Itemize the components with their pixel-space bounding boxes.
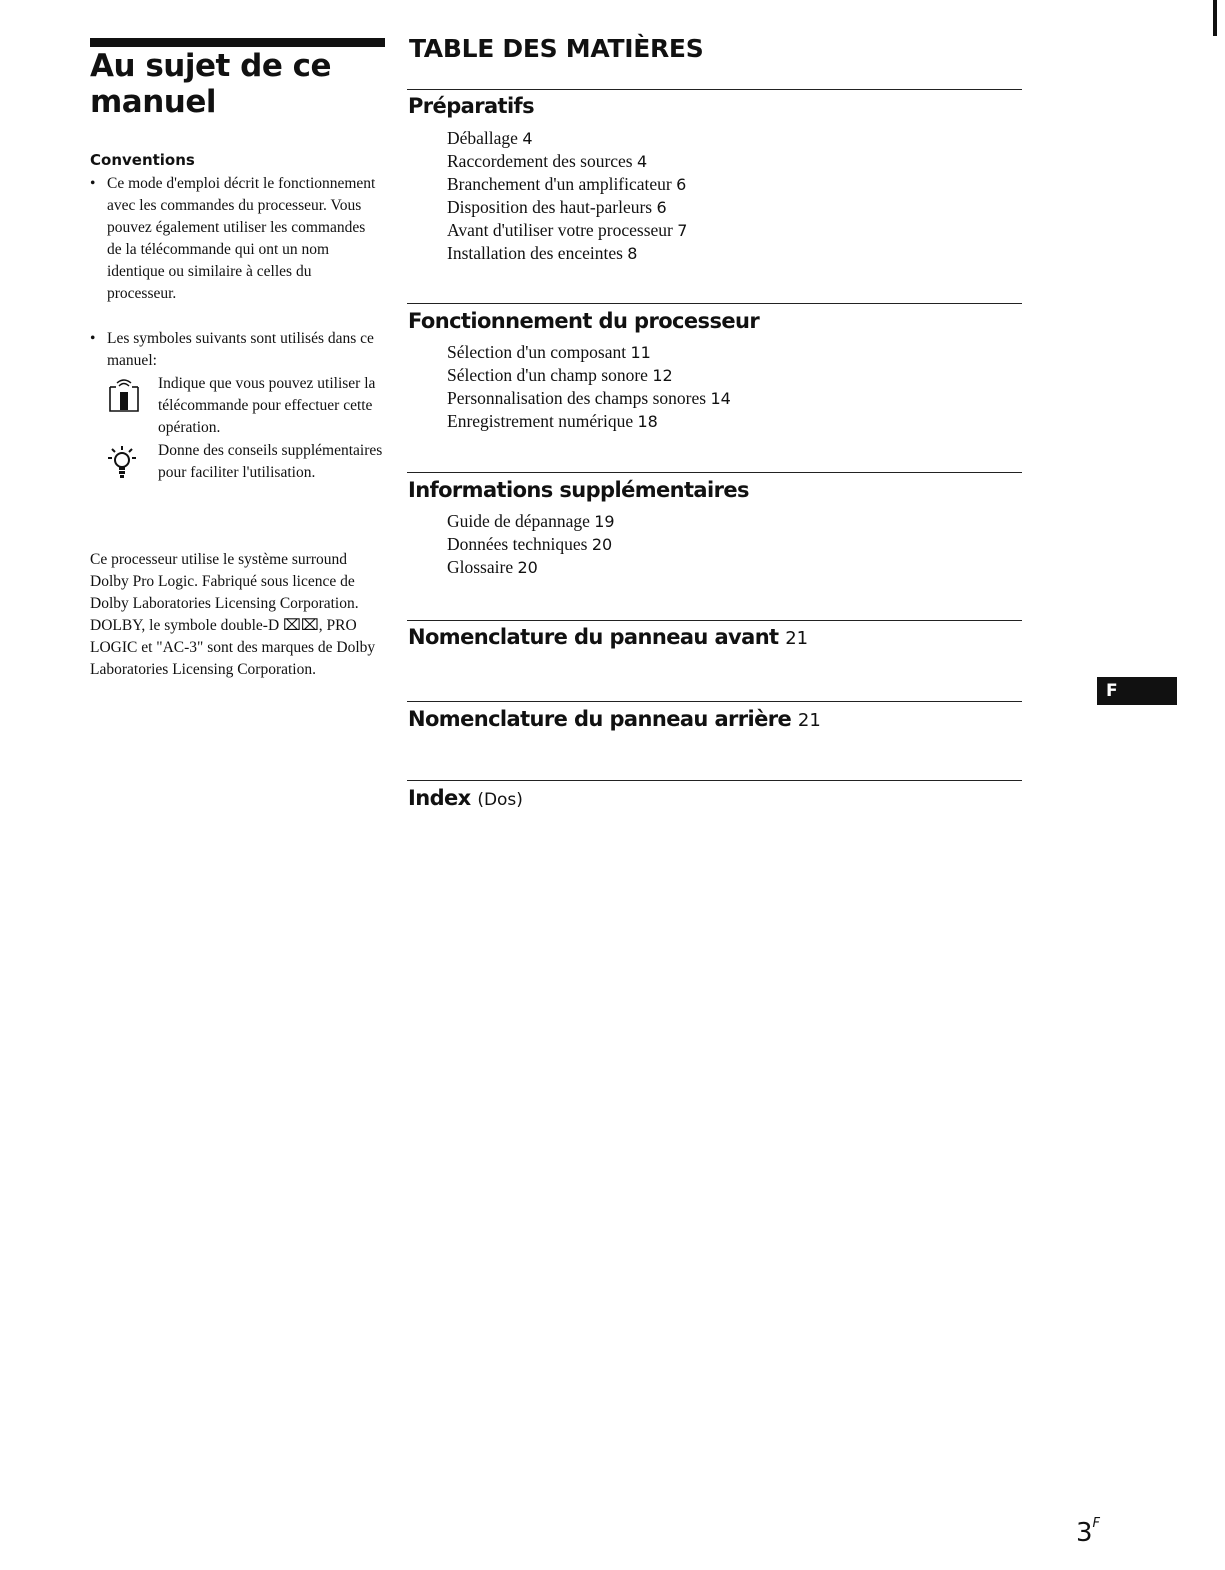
dolby-notice: Ce processeur utilise le système surround Dolby Pro Logic. Fabriqué sous licence de Dolby Laboratories Licensing Corporation. DOLBY, le symbole double-D ⌧⌧, PRO LOGIC et "AC-3" sont des marques de Dolby Laboratories Licensing Corporation. [90, 551, 376, 679]
toc-item-page: 4 [637, 152, 648, 172]
edge-marker [1213, 0, 1217, 36]
toc-section-title: Nomenclature du panneau arrière [408, 707, 792, 731]
toc-item-label: Glossaire [447, 557, 514, 578]
toc-item-page: 20 [517, 558, 538, 578]
toc-item[interactable] [447, 196, 687, 219]
section-title [90, 48, 380, 120]
toc-item-label: Branchement d'un amplificateur [447, 174, 672, 195]
toc-item[interactable] [447, 410, 731, 433]
toc-item-page: 14 [710, 389, 731, 409]
divider [407, 89, 1022, 90]
toc-list-fonctionnement [447, 341, 731, 433]
toc-item[interactable] [447, 364, 731, 387]
toc-item[interactable] [447, 127, 687, 150]
toc-item[interactable] [447, 150, 687, 173]
symbol-remote-text: Indique que vous pouvez utiliser la télécommande pour effectuer cette opération. [158, 375, 376, 437]
page-number-value: 3 [1076, 1518, 1093, 1548]
divider [407, 780, 1022, 781]
toc-item[interactable] [447, 387, 731, 410]
toc-section-title: Index [408, 786, 471, 810]
toc-item[interactable] [447, 173, 687, 196]
toc-item-page: 4 [522, 129, 533, 148]
toc-section-title: Nomenclature du panneau avant [408, 625, 779, 649]
conventions-heading: Conventions [90, 151, 195, 169]
toc-section-nomenclature-arriere[interactable] [408, 707, 821, 731]
lightbulb-icon [107, 444, 141, 480]
bullet-marker: • [90, 330, 96, 347]
toc-item[interactable] [447, 510, 615, 533]
page-number-suffix: F [1092, 1516, 1101, 1532]
bullet-text: Les symboles suivants sont utilisés dans ce manuel: [107, 330, 374, 370]
toc-item-label: Données techniques [447, 534, 588, 555]
toc-item[interactable] [447, 341, 731, 364]
toc-item-page: 6 [676, 175, 687, 195]
header-bar [90, 38, 385, 47]
divider [407, 701, 1022, 702]
toc-item-label: Guide de dépannage [447, 511, 590, 531]
toc-item-label: Raccordement des sources [447, 151, 633, 172]
toc-item-page: 12 [652, 366, 673, 386]
divider [407, 472, 1022, 473]
toc-item-label: Déballage [447, 128, 518, 148]
toc-section-page: (Dos) [477, 790, 523, 810]
toc-item[interactable] [447, 533, 615, 556]
toc-item-label: Sélection d'un champ sonore [447, 365, 648, 386]
toc-item-page: 7 [677, 221, 688, 241]
toc-section-title: Informations supplémentaires [408, 478, 749, 502]
title-line-2: manuel [90, 84, 217, 120]
toc-item-page: 8 [627, 244, 638, 264]
toc-section-page: 21 [785, 628, 809, 649]
toc-section-title: Préparatifs [408, 94, 534, 118]
toc-item-label: Personnalisation des champs sonores [447, 388, 707, 409]
toc-item-page: 11 [630, 343, 651, 362]
toc-item-page: 18 [637, 412, 658, 432]
toc-section-nomenclature-avant[interactable] [408, 625, 808, 649]
bullet-marker: • [90, 175, 96, 192]
toc-item-label: Installation des enceintes [447, 243, 623, 264]
toc-item-label: Disposition des haut-parleurs [447, 197, 653, 218]
toc-list-informations [447, 510, 615, 579]
toc-item-page: 6 [656, 198, 667, 218]
toc-title: TABLE DES MATIÈRES [409, 34, 704, 63]
toc-item-label: Enregistrement numérique [447, 411, 634, 432]
divider [407, 303, 1022, 304]
toc-item[interactable] [447, 219, 687, 242]
toc-section-page: 21 [797, 710, 821, 731]
toc-item-label: Sélection d'un composant [447, 342, 627, 362]
toc-list-preparatifs [447, 127, 687, 266]
language-tab: F [1097, 677, 1177, 705]
page-number [1076, 1518, 1100, 1548]
toc-item-page: 20 [591, 535, 613, 555]
toc-item-label: Avant d'utiliser votre processeur [447, 220, 673, 241]
toc-item-page: 19 [594, 512, 615, 531]
symbol-tip-text: Donne des conseils supplémentaires pour faciliter l'utilisation. [158, 442, 383, 482]
title-line-1: Au sujet de ce [90, 48, 332, 84]
bullet-text: Ce mode d'emploi décrit le fonctionnement avec les commandes du processeur. Vous pouvez également utiliser les commandes de la télécommande qui ont un nom identique ou similaire à celles du processeur. [107, 175, 376, 303]
toc-section-index[interactable] [408, 786, 523, 810]
remote-control-icon [107, 377, 141, 413]
toc-item[interactable] [447, 556, 615, 579]
toc-section-title: Fonctionnement du processeur [408, 309, 760, 333]
divider [407, 620, 1022, 621]
toc-item[interactable] [447, 242, 687, 265]
